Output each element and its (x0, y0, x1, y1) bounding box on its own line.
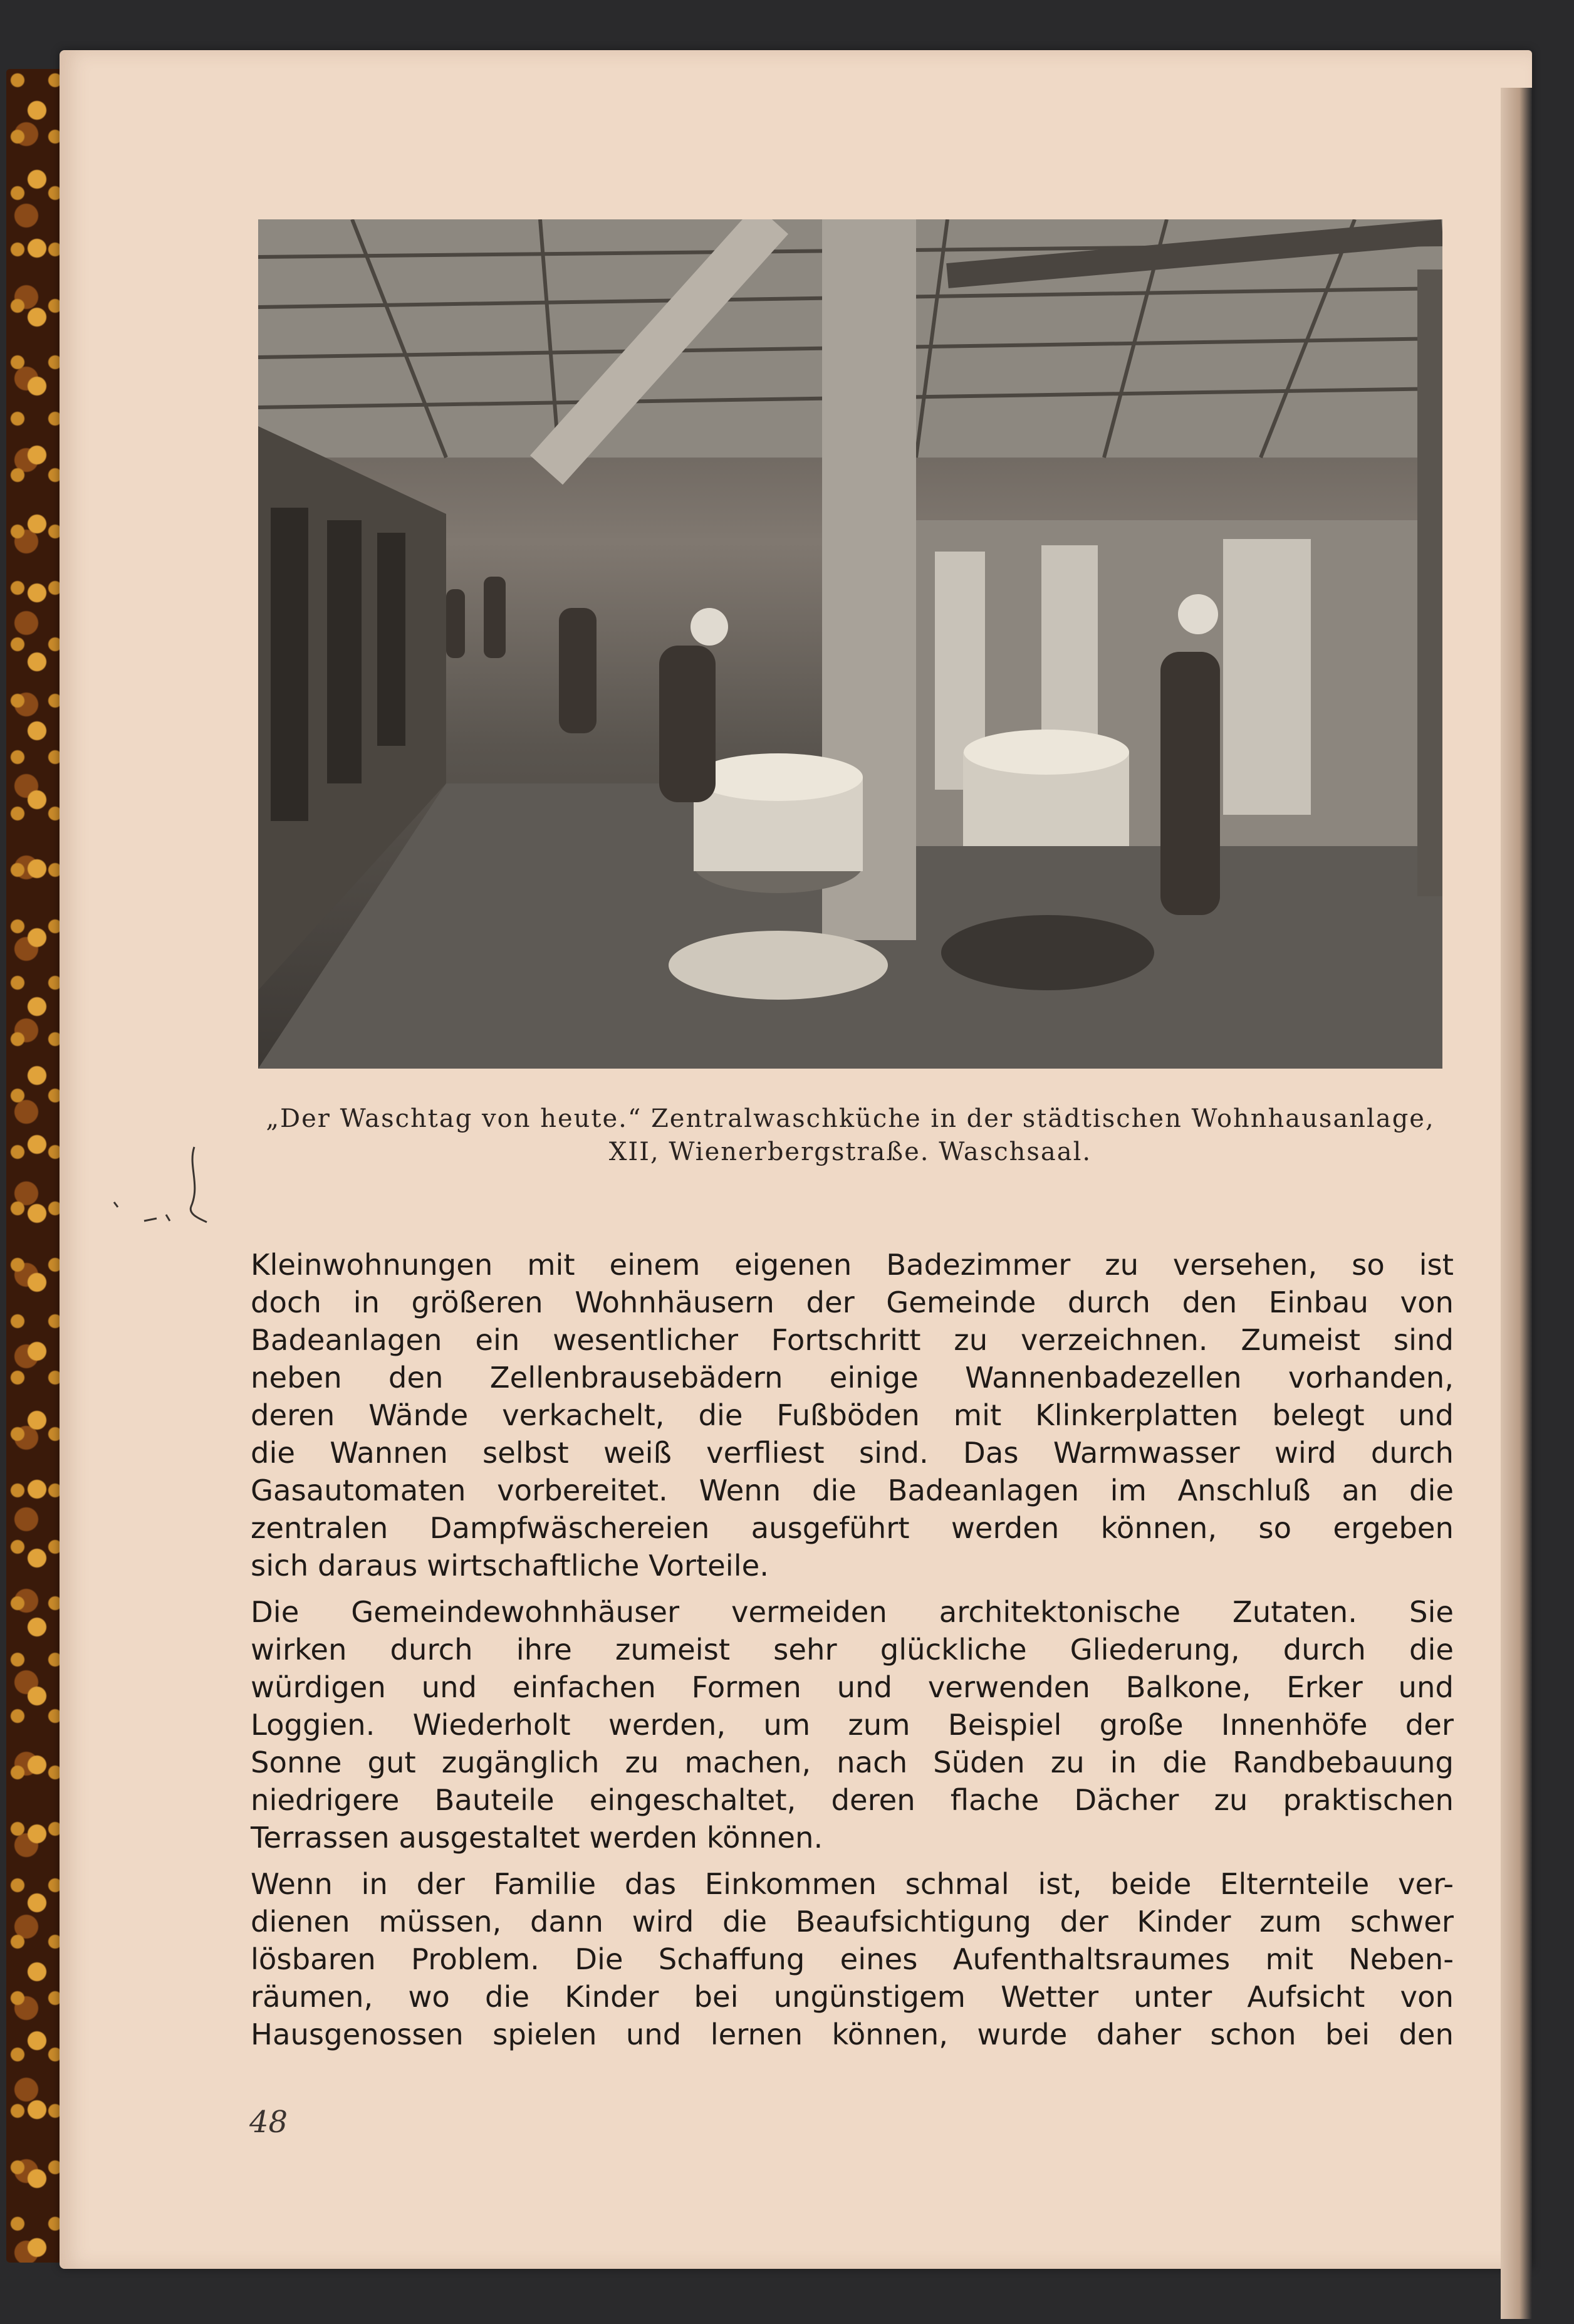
text-line: sich daraus wirtschaftliche Vorteile. (251, 1549, 769, 1583)
text-line: Loggien. Wiederholt werden, um zum Beispiel große Innenhöfe der (251, 1708, 1454, 1742)
photo-illustration (258, 219, 1442, 1069)
text-line: lösbaren Problem. Die Schaffung eines Aufenthaltsraumes mit Neben- (251, 1942, 1454, 1976)
laundry-photograph (258, 219, 1442, 1069)
text-line: zentralen Dampfwäschereien ausgeführt werden können, so ergeben (251, 1511, 1454, 1545)
text-line: räumen, wo die Kinder bei ungünstigem Wetter unter Aufsicht von (251, 1980, 1454, 2014)
page-edge (1501, 88, 1532, 2319)
text-line: Hausgenossen spielen und lernen können, wurde daher schon bei den (251, 2018, 1454, 2051)
text-line: Sonne gut zugänglich zu machen, nach Süden zu in die Randbebauung (251, 1746, 1454, 1779)
text-line: neben den Zellenbrausebädern einige Wannenbadezellen vorhanden, (251, 1361, 1454, 1395)
text-line: deren Wände verkachelt, die Fußböden mit Klinkerplatten belegt und (251, 1398, 1454, 1432)
text-line: Wenn in der Familie das Einkommen schmal ist, beide Elternteile ver- (251, 1867, 1454, 1901)
text-line: die Wannen selbst weiß verfliest sind. Das Warmwasser wird durch (251, 1436, 1454, 1470)
text-line: doch in größeren Wohnhäusern der Gemeinde durch den Einbau von (251, 1285, 1454, 1319)
text-line: Kleinwohnungen mit einem eigenen Badezimmer zu versehen, so ist (251, 1248, 1454, 1282)
photo-caption-line-2: XII, Wienerbergstraße. Waschsaal. (608, 1138, 1092, 1166)
body-text (251, 1246, 1454, 2053)
text-line: dienen müssen, dann wird die Beaufsichtigung der Kinder zum schwer (251, 1905, 1454, 1939)
text-line: Badeanlagen ein wesentlicher Fortschritt zu verzeichnen. Zumeist sind (251, 1323, 1454, 1357)
text-line: würdigen und einfachen Formen und verwenden Balkone, Erker und (251, 1670, 1454, 1704)
text-line: niedrigere Bauteile eingeschaltet, deren flache Dächer zu praktischen (251, 1783, 1454, 1817)
photo-caption-line-1: „Der Waschtag von heute.“ Zentralwaschküche in der städtischen Wohnhausanlage, (266, 1104, 1435, 1133)
text-line: wirken durch ihre zumeist sehr glückliche Gliederung, durch die (251, 1633, 1454, 1667)
page-number: 48 (249, 2105, 288, 2140)
text-line: Gasautomaten vorbereitet. Wenn die Badeanlagen im Anschluß an die (251, 1473, 1454, 1507)
text-line: Terrassen ausgestaltet werden können. (251, 1821, 823, 1855)
pencil-annotation (107, 1141, 219, 1235)
text-line: Die Gemeindewohnhäuser vermeiden architektonische Zutaten. Sie (251, 1595, 1454, 1629)
